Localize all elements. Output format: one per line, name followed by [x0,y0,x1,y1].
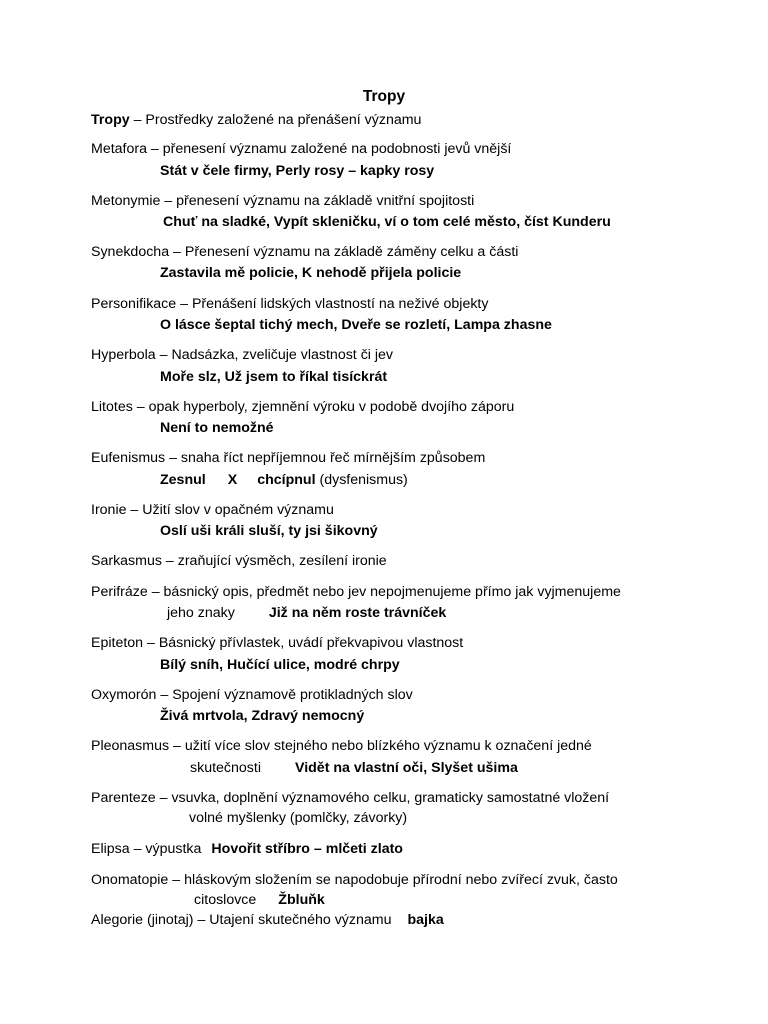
parenteze-continuation: volné myšlenky (pomlčky, závorky) [189,810,408,826]
pleonasmus-cont: skutečnosti [190,760,261,776]
onomatopie-definition: Onomatopie – hláskovým složením se napodobuje přírodní nebo zvířecí zvuk, často [91,872,618,888]
epiteton-definition: Epiteton – Básnický přívlastek, uvádí překvapivou vlastnost [91,635,464,651]
pleonasmus-continuation [190,758,518,778]
epiteton-example: Bílý sníh, Hučící ulice, modré chrpy [160,657,400,673]
elipsa-example: Hovořit stříbro – mlčeti zlato [211,841,403,857]
alegorie-example: bajka [407,912,444,928]
metonymie-definition: Metonymie – přenesení významu na základě vnitřní spojitosti [91,193,475,209]
intro-line [91,110,421,130]
page-title: Tropy [362,88,406,105]
hyperbola-example: Moře slz, Už jsem to říkal tisíckrát [160,369,388,385]
pleonasmus-example: Vidět na vlastní oči, Slyšet ušima [294,760,518,776]
metonymie-example: Chuť na sladké, Vypít skleničku, ví o tom celé město, číst Kunderu [163,214,611,230]
eufenismus-x: X [227,472,238,488]
eufenismus-example-1: Zesnul [160,472,206,488]
intro-term: Tropy [91,112,130,128]
synekdocha-example: Zastavila mě policie, K nehodě přijela policie [160,265,462,281]
hyperbola-definition: Hyperbola – Nadsázka, zveličuje vlastnost či jev [91,347,394,363]
alegorie-line [91,910,444,930]
eufenismus-definition: Eufenismus – snaha říct nepříjemnou řeč mírnějším způsobem [91,450,486,466]
synekdocha-definition: Synekdocha – Přenesení významu na základě záměny celku a části [91,244,519,260]
onomatopie-cont: citoslovce [194,892,257,908]
elipsa-definition: Elipsa – výpustka [91,841,202,857]
oxymoron-definition: Oxymorón – Spojení významově protikladných slov [91,687,413,703]
eufenismus-example [160,470,408,490]
perifraze-definition: Perifráze – básnický opis, předmět nebo jev nepojmenujeme přímo jak vyjmenujeme [91,584,621,600]
litotes-example: Není to nemožné [160,420,274,436]
personifikace-definition: Personifikace – Přenášení lidských vlastností na neživé objekty [91,296,489,312]
perifraze-continuation [167,603,446,623]
elipsa-line [91,839,403,859]
onomatopie-example: Žbluňk [278,892,325,908]
metafora-definition: Metafora – přenesení významu založené na podobnosti jevů vnější [91,141,512,157]
oxymoron-example: Živá mrtvola, Zdravý nemocný [160,708,365,724]
intro-text: – Prostředky založené na přenášení významu [129,112,422,128]
litotes-definition: Litotes – opak hyperboly, zjemnění výroku v podobě dvojího záporu [91,399,515,415]
alegorie-definition: Alegorie (jinotaj) – Utajení skutečného významu [91,912,392,928]
ironie-definition: Ironie – Užití slov v opačném významu [91,502,334,518]
ironie-example: Oslí uši králi sluší, ty jsi šikovný [160,523,378,539]
eufenismus-note: (dysfenismus) [315,472,408,488]
sarkasmus-definition: Sarkasmus – zraňující výsměch, zesílení ironie [91,553,387,569]
pleonasmus-definition: Pleonasmus – užití více slov stejného nebo blízkého významu k označení jedné [91,738,592,754]
onomatopie-continuation [194,890,325,910]
eufenismus-example-2: chcípnul [257,472,316,488]
metafora-example: Stát v čele firmy, Perly rosy – kapky rosy [160,163,435,179]
perifraze-cont: jeho znaky [167,605,235,621]
perifraze-example: Již na něm roste trávníček [268,605,447,621]
personifikace-example: O lásce šeptal tichý mech, Dveře se rozletí, Lampa zhasne [160,317,552,333]
parenteze-definition: Parenteze – vsuvka, doplnění významového celku, gramaticky samostatné vložení [91,790,610,806]
